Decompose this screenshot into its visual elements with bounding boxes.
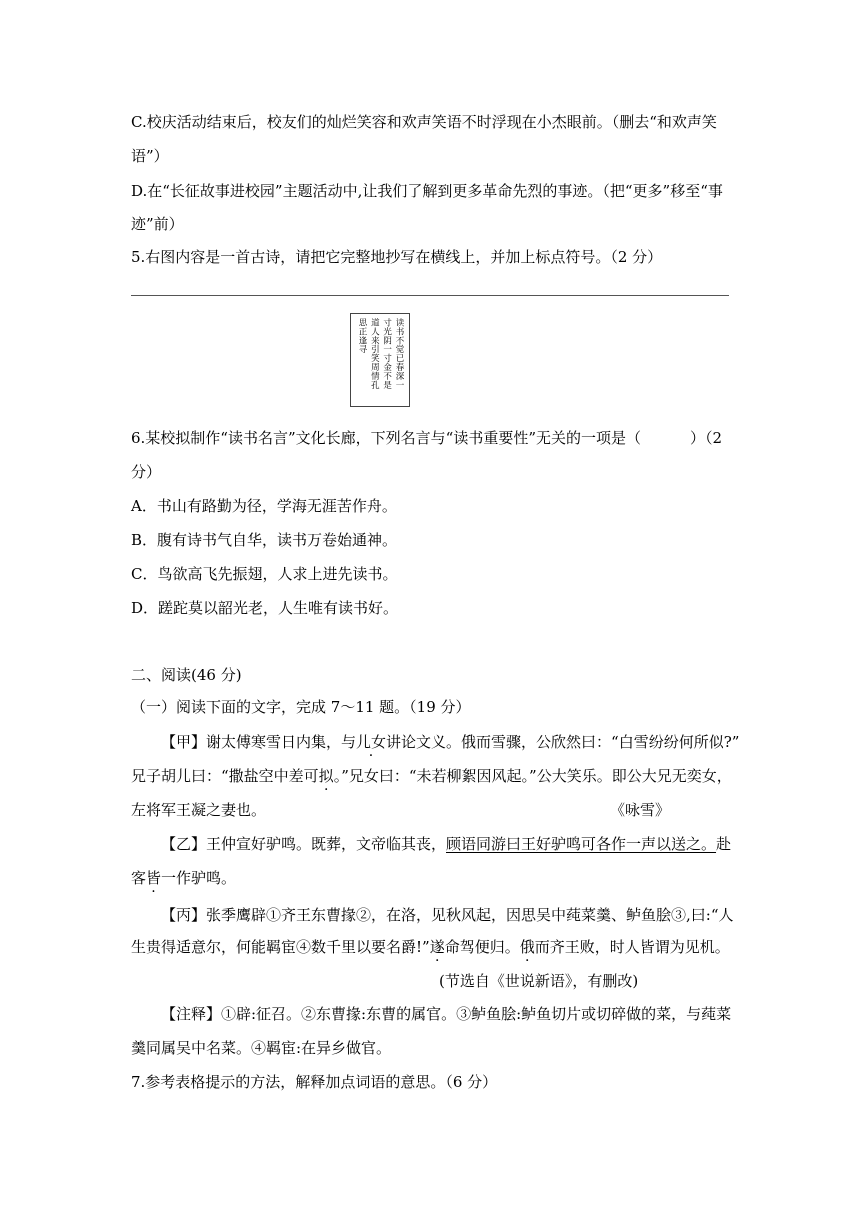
question-6-stem [131,428,723,448]
question-5: 5.右图内容是一首古诗，请把它完整地抄写在横线上，并加上标点符号。（2 分） [131,248,663,266]
poem-column-4: 思正逢寻 [357,318,367,354]
dotted-word: 俄 [519,938,535,956]
option-c-line2: 语”） [131,147,169,165]
question-6-score: ）（2 [690,429,723,447]
option-d-line1: D.在“长征故事进校园”主题活动中,让我们了解到更多革命先烈的事迹。（把“更多”移至“事 [131,182,723,200]
passage-jia-line1: 【甲】谢太傅寒雪日内集，与儿女讲论文义。俄而雪骤，公欣然曰：“白雪纷纷何所似?” [161,733,740,751]
option-a: A．书山有路勤为径，学海无涯苦作舟。 [131,497,397,515]
subsection-heading: （一）阅读下面的文字，完成 7～11 题。（19 分） [131,698,471,716]
passage-bing-line2: 生贵得适意尔，何能羁宦④数千里以要名爵!”遂命驾便归。俄而齐王败，时人皆谓为见机。 [131,938,730,956]
option-b: B．腹有诗书气自华，读书万卷始通神。 [131,531,398,549]
section-heading: 二、阅读(46 分) [131,666,242,684]
passage-yi-line2: 客皆一作驴鸣。 [131,869,237,887]
passage-bing-line1: 【丙】张季鹰辟①齐王东曹掾②，在洛，见秋风起，因思吴中莼菜羹、鲈鱼脍③,曰:“人 [161,906,734,924]
dotted-word: 遂 [429,938,445,956]
passage-jia-line2: 兄子胡儿曰：“撒盐空中差可拟。”兄女曰：“未若柳絮因风起。”公大笑乐。即公大兄无奕女， [131,767,732,785]
poem-column-1: 读书不觉已春深一 [393,318,404,390]
poem-column-3: 道人来引笑周情孔 [369,318,380,390]
passage-yi-line1: 【乙】王仲宣好驴鸣。既葬，文帝临其丧，顾语同游曰王好驴鸣可各作一声以送之。赴 [161,835,732,853]
underlined-sentence: 顾语同游曰王好驴鸣可各作一声以送之。 [446,835,717,853]
question-7: 7.参考表格提示的方法，解释加点词语的意思。（6 分） [131,1073,498,1091]
poem-image [350,313,410,407]
option-c: C．鸟欲高飞先振翅，人求上进先读书。 [131,565,398,583]
passage-jia-source: 《咏雪》 [610,801,671,819]
question-6-stem-line2: 分） [131,463,162,481]
dotted-word: 皆 [146,869,162,887]
notes-line1: 【注释】①辟:征召。②东曹掾:东曹的属官。③鲈鱼脍:鲈鱼切片或切碎做的菜，与莼菜 [161,1005,732,1023]
answer-line [131,295,729,296]
option-c-line1: C.校庆活动结束后，校友们的灿烂笑容和欢声笑语不时浮现在小杰眼前。（删去“和欢声笑 [131,113,717,131]
passage-jia-line3: 左将军王凝之妻也。 [131,801,267,819]
dotted-word: 拟 [318,767,334,785]
option-d: D．蹉跎莫以韶光老，人生唯有读书好。 [131,599,399,617]
passage-source: (节选自《世说新语》，有删改) [439,972,639,990]
question-6-text: 6.某校拟制作“读书名言”文化长廊，下列名言与“读书重要性”无关的一项是（ [131,429,641,447]
poem-column-2: 寸光阴一寸金不是 [381,318,392,390]
option-d-line2: 迹”前） [131,215,184,233]
notes-line2: 羹同属吴中名菜。④羁宦:在异乡做官。 [131,1039,392,1057]
dotted-word: 儿女 [356,733,387,751]
